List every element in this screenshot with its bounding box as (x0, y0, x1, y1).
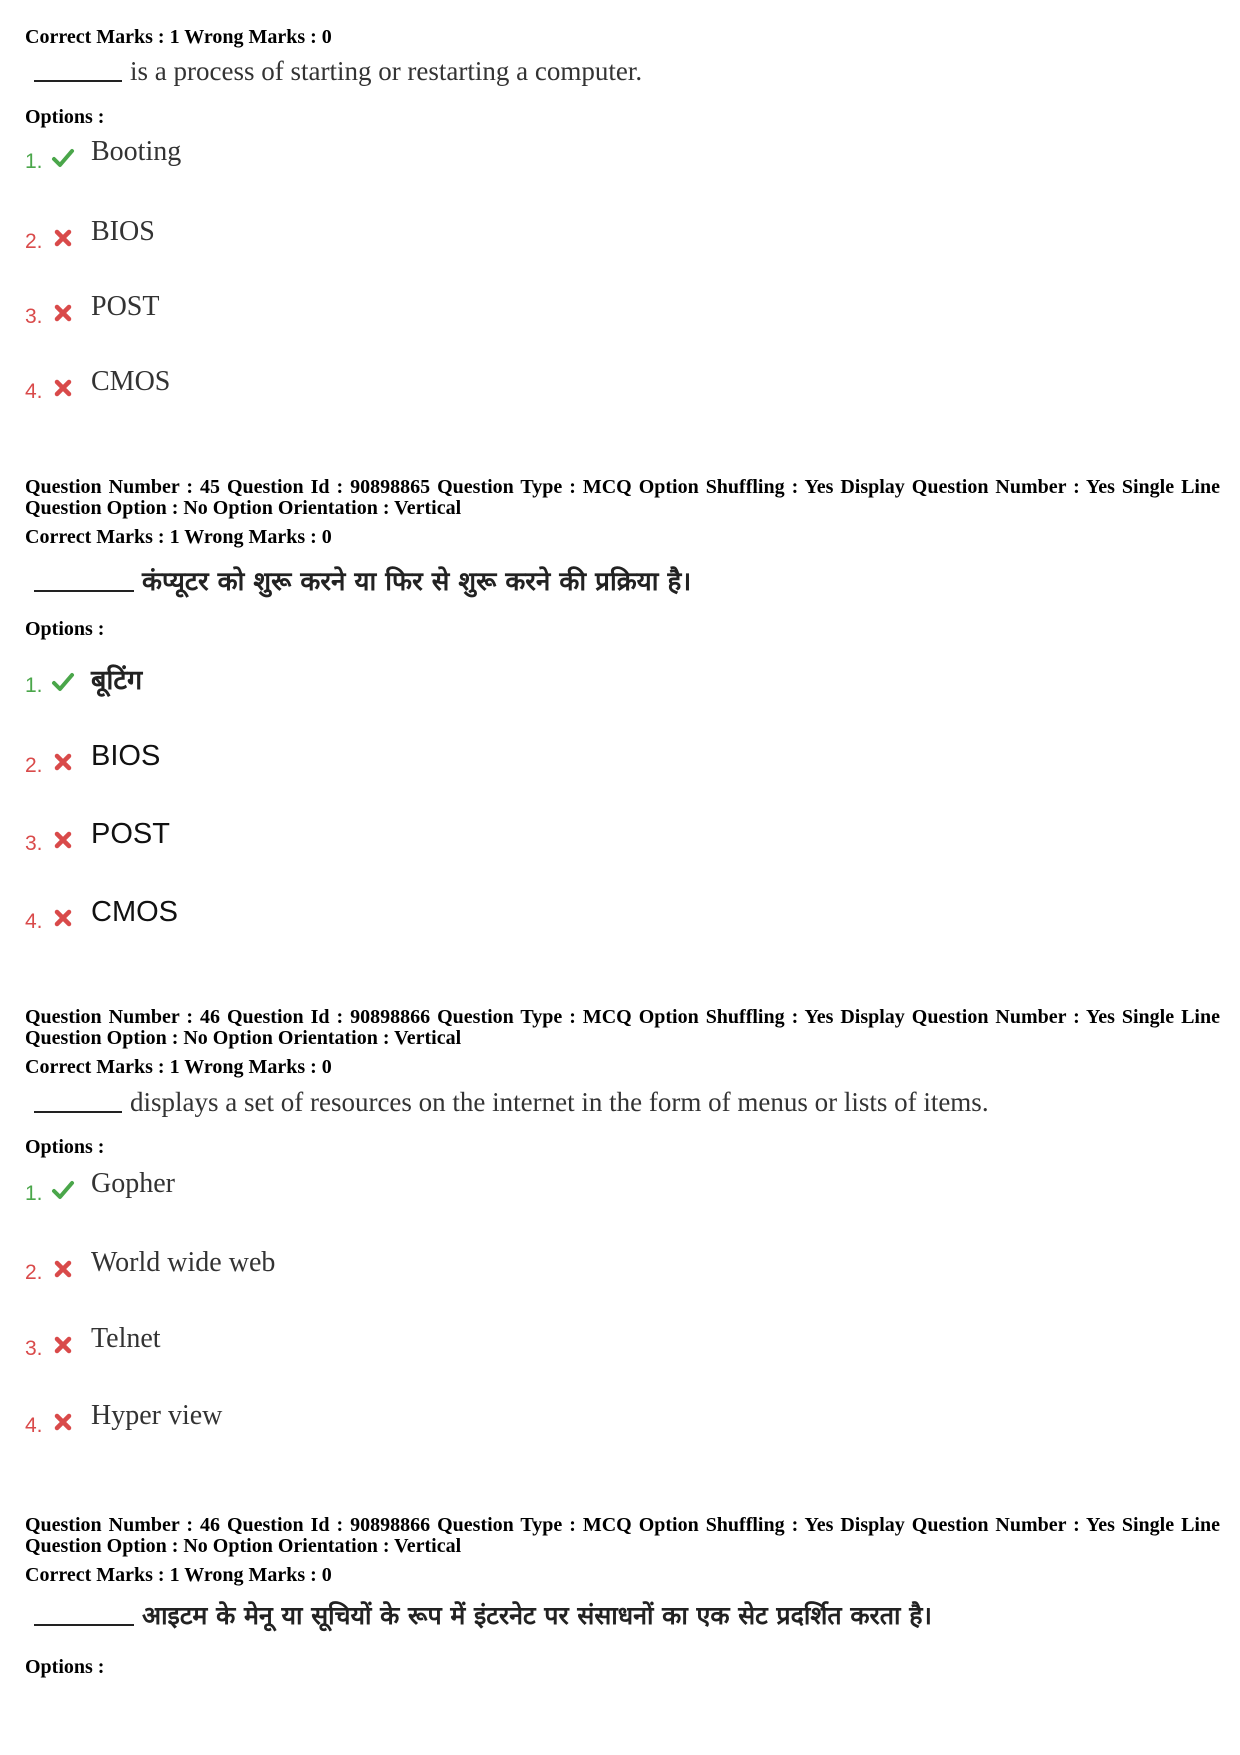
answer-blank (34, 1624, 134, 1626)
option-number: 1. (25, 1182, 43, 1205)
cross-icon (51, 1410, 75, 1434)
q44-question-text: is a process of starting or restarting a computer. (34, 56, 642, 87)
option-number: 2. (25, 230, 43, 253)
option-text: बूटिंग (91, 665, 143, 696)
cross-icon (51, 906, 75, 930)
option-text: Booting (91, 136, 182, 167)
option-number: 4. (25, 910, 43, 933)
option-text: Hyper view (91, 1400, 223, 1431)
option-text: POST (91, 291, 160, 322)
option-text: Gopher (91, 1168, 175, 1199)
cross-icon (51, 301, 75, 325)
option-number: 2. (25, 1261, 43, 1284)
cross-icon (51, 1333, 75, 1357)
q46b-options-label: Options : (25, 1656, 105, 1678)
option-text: World wide web (91, 1247, 276, 1278)
q45-question-text: कंप्यूटर को शुरू करने या फिर से शुरू करने की प्रक्रिया है। (34, 562, 691, 598)
q44-options-label: Options : (25, 106, 105, 128)
cross-icon (51, 226, 75, 250)
cross-icon (51, 750, 75, 774)
q45-meta: Question Number : 45 Question Id : 90898865 Question Type : MCQ Option Shuffling : Yes Display Question Number : Yes Single Line Question Option : No Option Orientation : Vertical (25, 476, 1220, 519)
cross-icon (51, 828, 75, 852)
check-icon (51, 670, 75, 694)
option-number: 4. (25, 1414, 43, 1437)
option-number: 3. (25, 305, 43, 328)
option-text: BIOS (91, 216, 155, 247)
option-text: CMOS (91, 896, 178, 928)
q45-options-label: Options : (25, 618, 105, 640)
q45-marks: Correct Marks : 1 Wrong Marks : 0 (25, 526, 332, 548)
q46b-meta: Question Number : 46 Question Id : 90898866 Question Type : MCQ Option Shuffling : Yes Display Question Number : Yes Single Line Question Option : No Option Orientation : Vertical (25, 1514, 1220, 1557)
answer-blank (34, 80, 122, 82)
q46b-question-text: आइटम के मेनू या सूचियों के रूप में इंटरनेट पर संसाधनों का एक सेट प्रदर्शित करता है। (34, 1598, 932, 1632)
answer-blank (34, 590, 134, 592)
option-text: CMOS (91, 366, 171, 397)
q44-marks: Correct Marks : 1 Wrong Marks : 0 (25, 26, 332, 48)
check-icon (51, 146, 75, 170)
option-text: Telnet (91, 1323, 161, 1354)
q46a-options-label: Options : (25, 1136, 105, 1158)
cross-icon (51, 376, 75, 400)
option-text: POST (91, 818, 170, 850)
option-number: 1. (25, 674, 43, 697)
option-text: BIOS (91, 740, 161, 772)
option-number: 3. (25, 1337, 43, 1360)
option-number: 4. (25, 380, 43, 403)
option-number: 3. (25, 832, 43, 855)
answer-blank (34, 1111, 122, 1113)
option-number: 2. (25, 754, 43, 777)
q46a-question-text: displays a set of resources on the internet in the form of menus or lists of items. (34, 1087, 989, 1118)
q46a-marks: Correct Marks : 1 Wrong Marks : 0 (25, 1056, 332, 1078)
check-icon (51, 1178, 75, 1202)
cross-icon (51, 1257, 75, 1281)
option-number: 1. (25, 150, 43, 173)
q46b-marks: Correct Marks : 1 Wrong Marks : 0 (25, 1564, 332, 1586)
q46a-meta: Question Number : 46 Question Id : 90898866 Question Type : MCQ Option Shuffling : Yes Display Question Number : Yes Single Line Question Option : No Option Orientation : Vertical (25, 1006, 1220, 1049)
